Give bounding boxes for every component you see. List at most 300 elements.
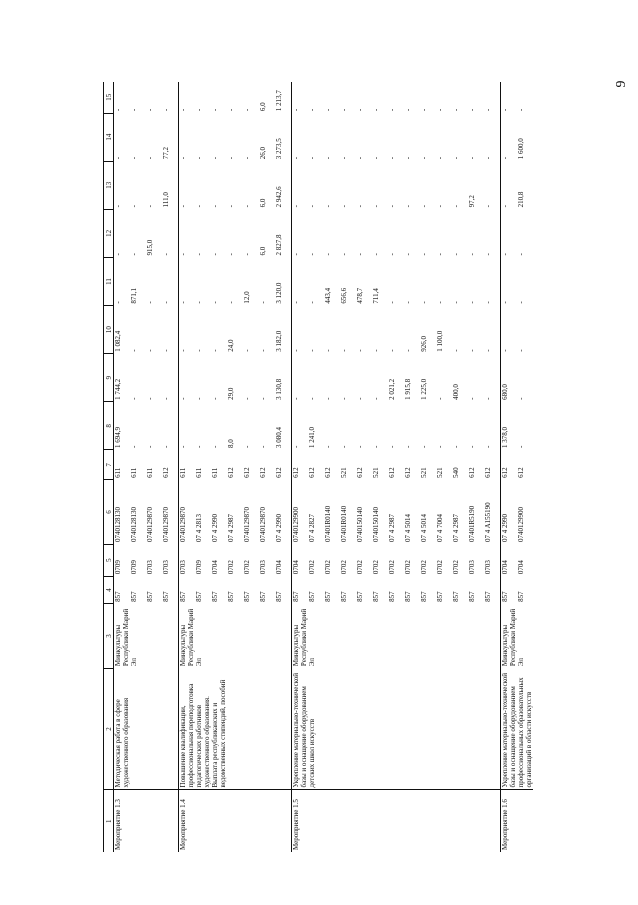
table-cell: 857 xyxy=(420,591,428,602)
table-cell: - xyxy=(308,349,316,352)
table-cell: 07 4 2990 xyxy=(275,514,283,543)
table-cell: 857 xyxy=(452,591,460,602)
table-cell: - xyxy=(340,204,348,208)
table-cell: - xyxy=(308,253,316,256)
table-cell: 857 xyxy=(292,576,309,604)
table-cell: 612 xyxy=(243,467,251,478)
table-cell: - xyxy=(227,253,235,256)
measure-title-cell: Повышение квалификации, профессиональная переподготовка педагогических работников художественного образования. Выплата республиканских и ведомственных стипендий, пособий xyxy=(179,668,292,790)
table-cell: 612 xyxy=(259,467,267,478)
table-cell: 1 100,0 xyxy=(436,330,444,352)
table-cell: - xyxy=(340,397,348,400)
table-cell: - xyxy=(227,204,235,208)
table-cell: - xyxy=(227,108,235,112)
table-cell: 0740129900 xyxy=(517,507,525,543)
table-cell: 612 xyxy=(292,450,309,480)
table-cell: 6,0 xyxy=(259,102,267,112)
table-cell: - xyxy=(259,301,267,304)
table-cell: 3 120,0 xyxy=(275,282,283,304)
table-cell: - xyxy=(130,156,138,160)
header-row xyxy=(104,82,114,852)
table-cell: - xyxy=(501,306,518,354)
table-cell: - xyxy=(404,253,412,256)
table-cell: 857 xyxy=(324,591,332,602)
table-cell: 1 600,0 xyxy=(517,138,525,160)
table-cell: - xyxy=(243,204,251,208)
table-cell: 612 xyxy=(308,467,316,478)
table-cell: - xyxy=(324,253,332,256)
table-cell: 612 xyxy=(324,467,332,478)
table-cell: - xyxy=(227,301,235,304)
table-cell: 07 4 2990 xyxy=(501,480,518,544)
table-cell: 0709 xyxy=(130,560,138,575)
table-cell: - xyxy=(179,113,196,161)
table-cell: - xyxy=(420,108,428,112)
table-cell: 611 xyxy=(114,450,131,480)
executor-cell: Минкультуры Республики Марий Эл xyxy=(501,604,534,668)
table-row xyxy=(292,82,309,852)
table-cell: 612 xyxy=(468,467,476,478)
table-cell: 0740150140 xyxy=(372,507,380,543)
table-cell: 0702 xyxy=(308,560,316,575)
table-cell: - xyxy=(356,253,364,256)
executor-cell: Минкультуры Республики Марий Эл xyxy=(292,604,501,668)
table-cell: - xyxy=(195,204,203,208)
table-cell: - xyxy=(130,349,138,352)
table-cell: - xyxy=(356,108,364,112)
table-cell: 07 4 2987 xyxy=(227,514,235,543)
table-cell: - xyxy=(114,209,131,257)
table-cell: 611 xyxy=(146,467,154,478)
table-cell: - xyxy=(162,301,170,304)
column-header: 15 xyxy=(104,82,114,113)
table-cell: 6,0 xyxy=(259,198,267,208)
table-cell: - xyxy=(484,253,492,256)
table-cell: 0703 xyxy=(162,560,170,575)
table-cell: - xyxy=(324,156,332,160)
table-cell: 612 xyxy=(162,467,170,478)
table-cell: 0740150140 xyxy=(356,507,364,543)
table-cell: - xyxy=(308,204,316,208)
table-cell: - xyxy=(420,445,428,448)
table-cell: - xyxy=(388,253,396,256)
table-cell: - xyxy=(292,161,309,209)
table-cell: 521 xyxy=(436,467,444,478)
table-cell: - xyxy=(259,445,267,448)
table-cell: - xyxy=(404,204,412,208)
column-header: 10 xyxy=(104,306,114,354)
table-cell: 857 xyxy=(227,591,235,602)
table-cell: - xyxy=(420,156,428,160)
table-cell: - xyxy=(501,82,518,113)
table-cell: - xyxy=(388,204,396,208)
table-cell: 12,0 xyxy=(243,291,251,304)
table-cell: 07 4 5014 xyxy=(420,514,428,543)
table-cell: - xyxy=(468,253,476,256)
table-row xyxy=(179,82,196,852)
table-cell: - xyxy=(130,204,138,208)
table-cell: 0702 xyxy=(436,560,444,575)
table-cell: - xyxy=(227,156,235,160)
table-cell: 26,0 xyxy=(259,146,267,160)
table-cell: 0704 xyxy=(275,560,283,575)
table-cell: - xyxy=(146,301,154,304)
table-cell: 611 xyxy=(130,467,138,478)
table-cell: 0702 xyxy=(340,560,348,575)
table-cell: - xyxy=(356,349,364,352)
table-cell: - xyxy=(340,349,348,352)
table-cell: 443,4 xyxy=(324,287,332,304)
table-cell: - xyxy=(436,108,444,112)
table-cell: 0740128130 xyxy=(130,507,138,543)
table-cell: 611 xyxy=(211,467,219,478)
page-number: 9 xyxy=(614,80,629,88)
table-cell: - xyxy=(130,397,138,400)
table-cell: 915,0 xyxy=(146,239,154,256)
table-cell: - xyxy=(292,209,309,257)
table-cell: - xyxy=(517,349,525,352)
table-cell: - xyxy=(292,402,309,450)
table-cell: - xyxy=(211,156,219,160)
table-row xyxy=(501,82,518,852)
table-cell: - xyxy=(195,397,203,400)
table-cell: 400,0 xyxy=(452,384,460,400)
table-cell: 0709 xyxy=(195,560,203,575)
table-cell: - xyxy=(179,209,196,257)
table-cell: - xyxy=(162,349,170,352)
table-cell: - xyxy=(436,397,444,400)
column-header: 13 xyxy=(104,161,114,209)
table-cell: 857 xyxy=(501,576,518,604)
table-cell: - xyxy=(517,108,525,112)
column-header: 1 xyxy=(104,790,114,852)
table-cell: 926,0 xyxy=(420,335,428,352)
table-cell: - xyxy=(388,349,396,352)
table-cell: - xyxy=(356,397,364,400)
table-cell: 0703 xyxy=(146,560,154,575)
table-cell: - xyxy=(372,156,380,160)
table-cell: - xyxy=(372,253,380,256)
table-cell: - xyxy=(517,301,525,304)
table-cell: - xyxy=(517,445,525,448)
table-cell: - xyxy=(501,161,518,209)
table-cell: - xyxy=(484,397,492,400)
table-cell: - xyxy=(243,445,251,448)
table-cell: - xyxy=(404,108,412,112)
table-cell: 6,0 xyxy=(259,246,267,256)
table-cell: 857 xyxy=(468,591,476,602)
table-cell: 0740128130 xyxy=(114,480,131,544)
table-cell: 857 xyxy=(130,591,138,602)
table-cell: - xyxy=(484,156,492,160)
table-cell: - xyxy=(484,445,492,448)
table-cell: - xyxy=(308,301,316,304)
table-cell: 478,7 xyxy=(356,287,364,304)
table-cell: 612 xyxy=(356,467,364,478)
table-cell: 857 xyxy=(211,591,219,602)
table-cell: - xyxy=(340,445,348,448)
table-cell: - xyxy=(146,156,154,160)
table-cell: - xyxy=(517,253,525,256)
table-cell: - xyxy=(162,397,170,400)
table-cell: 07 4 5014 xyxy=(404,514,412,543)
table-cell: 680,0 xyxy=(501,354,518,402)
table-cell: 3 130,8 xyxy=(275,378,283,400)
table-cell: 0740129870 xyxy=(162,507,170,543)
table-cell: - xyxy=(468,301,476,304)
table-cell: 857 xyxy=(146,591,154,602)
table-cell: - xyxy=(211,204,219,208)
table-cell: - xyxy=(211,349,219,352)
table-cell: 857 xyxy=(356,591,364,602)
table-cell: - xyxy=(146,108,154,112)
table-cell: 612 xyxy=(484,467,492,478)
table-cell: - xyxy=(388,445,396,448)
table-cell: 0702 xyxy=(388,560,396,575)
table-cell: 0740129870 xyxy=(179,480,196,544)
table-cell: - xyxy=(468,397,476,400)
table-cell: - xyxy=(324,108,332,112)
measure-cell: Мероприятие 1.5 xyxy=(292,790,501,852)
executor-cell: Минкультуры Республики Марий Эл xyxy=(114,604,179,668)
table-cell: - xyxy=(404,349,412,352)
table-cell: 857 xyxy=(372,591,380,602)
table-cell: - xyxy=(195,349,203,352)
table-cell: - xyxy=(162,445,170,448)
table-cell: - xyxy=(484,301,492,304)
table-cell: - xyxy=(130,253,138,256)
table-cell: - xyxy=(324,204,332,208)
table-cell: 612 xyxy=(275,467,283,478)
table-row xyxy=(114,82,131,852)
measure-cell: Мероприятие 1.6 xyxy=(501,790,534,852)
table-cell: - xyxy=(388,301,396,304)
table-cell: 1 082,4 xyxy=(114,306,131,354)
column-header: 2 xyxy=(104,668,114,790)
table-cell: 3 182,0 xyxy=(275,330,283,352)
table-cell: - xyxy=(436,301,444,304)
measure-title-cell: Укрепление материально-технической базы и оснащение оборудованием профессиональных образовательных организаций в области искусств xyxy=(501,668,534,790)
table-cell: - xyxy=(211,253,219,256)
table-cell: 1 744,2 xyxy=(114,354,131,402)
rotated-table-container xyxy=(103,82,533,852)
executor-cell: Минкультуры Республики Марий Эл xyxy=(179,604,292,668)
table-cell: 0702 xyxy=(324,560,332,575)
table-cell: 0702 xyxy=(243,560,251,575)
table-cell: 857 xyxy=(388,591,396,602)
table-cell: 3 080,4 xyxy=(275,426,283,448)
table-cell: 1 915,8 xyxy=(404,378,412,400)
table-cell: 656,6 xyxy=(340,287,348,304)
table-cell: 2 827,8 xyxy=(275,234,283,256)
table-cell: - xyxy=(211,397,219,400)
table-cell: - xyxy=(404,301,412,304)
column-header: 3 xyxy=(104,604,114,668)
table-cell: - xyxy=(259,349,267,352)
table-cell: 07401R5190 xyxy=(468,505,476,543)
table-cell: - xyxy=(179,354,196,402)
table-cell: 0702 xyxy=(227,560,235,575)
table-cell: - xyxy=(195,156,203,160)
table-cell: 857 xyxy=(259,591,267,602)
column-header: 4 xyxy=(104,576,114,604)
table-cell: 1 378,0 xyxy=(501,402,518,450)
table-cell: 8,0 xyxy=(227,439,235,448)
column-header: 5 xyxy=(104,544,114,576)
table-cell: - xyxy=(130,445,138,448)
table-cell: - xyxy=(179,82,196,113)
table-cell: 0703 xyxy=(468,560,476,575)
table-cell: 857 xyxy=(404,591,412,602)
table-cell: - xyxy=(114,82,131,113)
table-cell: 0704 xyxy=(211,560,219,575)
table-cell: 0703 xyxy=(484,560,492,575)
table-cell: - xyxy=(211,445,219,448)
table-cell: 857 xyxy=(436,591,444,602)
column-header: 11 xyxy=(104,257,114,305)
table-cell: 857 xyxy=(179,576,196,604)
table-cell: - xyxy=(292,113,309,161)
table-cell: - xyxy=(146,349,154,352)
table-cell: - xyxy=(195,301,203,304)
table-cell: 857 xyxy=(340,591,348,602)
table-cell: - xyxy=(162,108,170,112)
table-cell: - xyxy=(484,108,492,112)
table-cell: - xyxy=(292,257,309,305)
table-cell: - xyxy=(195,445,203,448)
table-cell: - xyxy=(195,108,203,112)
table-cell: 0740129870 xyxy=(243,507,251,543)
table-cell: 111,0 xyxy=(162,192,170,208)
table-cell: - xyxy=(179,306,196,354)
table-cell: 77,2 xyxy=(162,146,170,160)
table-cell: - xyxy=(243,349,251,352)
table-cell: - xyxy=(436,156,444,160)
measure-title-cell: Методическая работа в сфере художественного образования xyxy=(114,668,179,790)
table-cell: 0702 xyxy=(356,560,364,575)
table-cell: - xyxy=(243,108,251,112)
table-cell: - xyxy=(146,397,154,400)
table-cell: 857 xyxy=(517,591,525,602)
table-cell: 07 4 2987 xyxy=(388,514,396,543)
table-cell: - xyxy=(404,445,412,448)
table-cell: 0702 xyxy=(372,560,380,575)
column-header: 8 xyxy=(104,402,114,450)
table-cell: - xyxy=(292,82,309,113)
table-cell: - xyxy=(468,108,476,112)
table-cell: - xyxy=(468,445,476,448)
table-cell: - xyxy=(179,402,196,450)
table-cell: 210,8 xyxy=(517,191,525,208)
table-cell: 0702 xyxy=(404,560,412,575)
table-cell: 07 4 A155190 xyxy=(484,502,492,543)
measure-cell: Мероприятие 1.4 xyxy=(179,790,292,852)
table-cell: 521 xyxy=(420,467,428,478)
table-cell: 0704 xyxy=(501,544,518,576)
column-header: 9 xyxy=(104,354,114,402)
table-cell: - xyxy=(372,349,380,352)
table-cell: 07 4 2987 xyxy=(452,514,460,543)
table-cell: 857 xyxy=(162,591,170,602)
table-cell: 07401R0140 xyxy=(340,505,348,543)
table-cell: - xyxy=(308,397,316,400)
table-cell: - xyxy=(324,349,332,352)
column-header: 14 xyxy=(104,113,114,161)
table-cell: 612 xyxy=(388,467,396,478)
table-cell: 3 273,5 xyxy=(275,138,283,160)
table-cell: 2 942,6 xyxy=(275,186,283,208)
table-cell: - xyxy=(114,113,131,161)
table-cell: - xyxy=(308,108,316,112)
table-cell: - xyxy=(420,253,428,256)
table-cell: 0704 xyxy=(517,560,525,575)
table-cell: - xyxy=(436,204,444,208)
table-cell: 612 xyxy=(501,450,518,480)
table-cell: 857 xyxy=(243,591,251,602)
table-cell: 2 021,2 xyxy=(388,378,396,400)
table-cell: - xyxy=(420,301,428,304)
table-cell: - xyxy=(146,204,154,208)
table-cell: - xyxy=(372,445,380,448)
table-cell: 0740129870 xyxy=(259,507,267,543)
table-cell: 07401R0140 xyxy=(324,505,332,543)
measure-cell: Мероприятие 1.3 xyxy=(114,790,179,852)
table-cell: 871,1 xyxy=(130,287,138,304)
table-cell: 521 xyxy=(372,467,380,478)
table-cell: - xyxy=(114,161,131,209)
table-cell: 611 xyxy=(179,450,196,480)
table-cell: - xyxy=(452,108,460,112)
table-cell: 0740129900 xyxy=(292,480,309,544)
table-cell: 1 694,9 xyxy=(114,402,131,450)
table-cell: 857 xyxy=(275,591,283,602)
table-cell: - xyxy=(356,204,364,208)
table-cell: - xyxy=(372,108,380,112)
column-header: 12 xyxy=(104,209,114,257)
table-cell: 97,2 xyxy=(468,195,476,208)
table-cell: - xyxy=(452,349,460,352)
table-cell: - xyxy=(179,257,196,305)
table-cell: - xyxy=(436,253,444,256)
table-cell: 0702 xyxy=(452,560,460,575)
table-cell: - xyxy=(130,108,138,112)
table-cell: - xyxy=(292,354,309,402)
budget-table xyxy=(103,82,533,852)
table-cell: 07 4 2990 xyxy=(211,514,219,543)
measure-title-cell: Укрепление материально-технической базы и оснащение оборудованием детских школ искусств xyxy=(292,668,501,790)
table-cell: - xyxy=(340,108,348,112)
table-cell: 1 225,0 xyxy=(420,378,428,400)
table-cell: - xyxy=(388,108,396,112)
table-cell: 612 xyxy=(404,467,412,478)
table-cell: - xyxy=(517,397,525,400)
table-cell: 612 xyxy=(517,467,525,478)
table-cell: - xyxy=(211,108,219,112)
table-cell: - xyxy=(501,257,518,305)
table-cell: 29,0 xyxy=(227,387,235,400)
table-cell: 521 xyxy=(340,467,348,478)
table-cell: - xyxy=(501,209,518,257)
table-cell: 857 xyxy=(308,591,316,602)
table-cell: - xyxy=(452,301,460,304)
table-cell: 07 4 2813 xyxy=(195,514,203,543)
table-cell: 540 xyxy=(452,467,460,478)
table-cell: 0703 xyxy=(259,560,267,575)
table-cell: 0709 xyxy=(114,544,131,576)
table-cell: - xyxy=(114,257,131,305)
table-cell: - xyxy=(452,253,460,256)
table-cell: - xyxy=(404,156,412,160)
